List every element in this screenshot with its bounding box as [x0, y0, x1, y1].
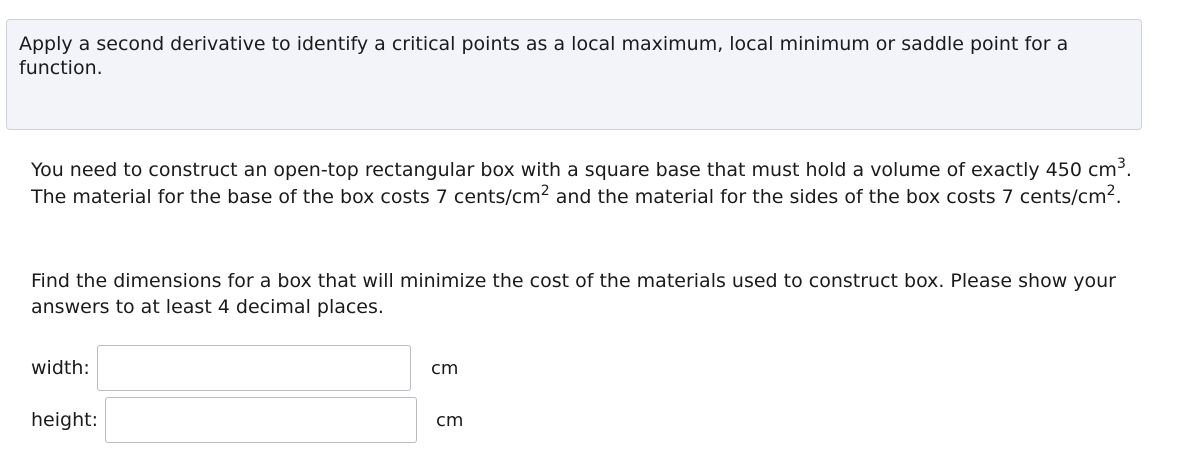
width-unit: cm [431, 358, 459, 379]
superscript-squared: 2 [540, 182, 550, 199]
height-unit: cm [436, 410, 464, 431]
problem-statement [31, 157, 1141, 211]
width-field-row [31, 345, 631, 391]
problem-text-part-4: . [1115, 186, 1122, 208]
learning-objective-text: Apply a second derivative to identify a critical points as a local maximum, local minimum or saddle point for a function. [19, 33, 1069, 79]
task-instructions: Find the dimensions for a box that will minimize the cost of the materials used to construct box. Please show your answers to at least 4 decimal places. [31, 270, 1116, 318]
height-label: height: [31, 409, 98, 431]
height-field-row [31, 397, 631, 443]
superscript-squared: 2 [1106, 182, 1116, 199]
width-label: width: [31, 357, 90, 379]
height-input[interactable] [105, 397, 417, 443]
problem-text-part-1: You need to construct an open-top rectangular box with a square base that must hold a volume of exactly 450 cm [31, 159, 1117, 181]
width-input[interactable] [97, 345, 411, 391]
problem-text-part-3: and the material for the sides of the box costs 7 cents/cm [549, 186, 1107, 208]
superscript-cubed: 3 [1116, 155, 1126, 172]
problem-text-part-2: . The material for the base of the box costs 7 cents/cm [31, 159, 1132, 208]
